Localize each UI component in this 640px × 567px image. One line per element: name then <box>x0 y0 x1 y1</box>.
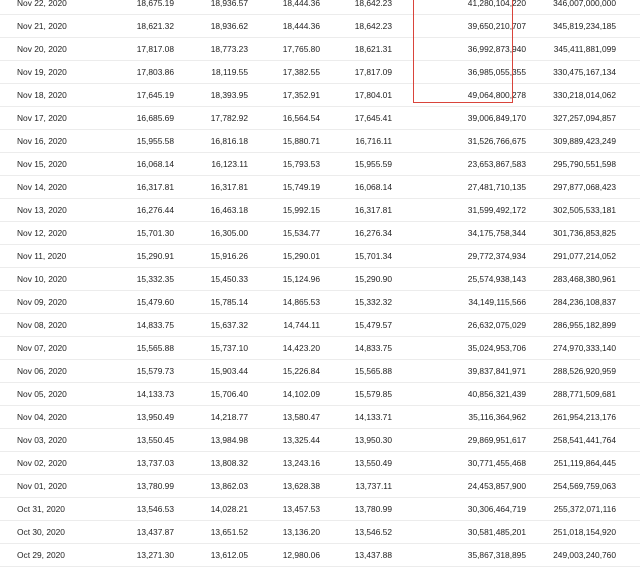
date-cell: Nov 11, 2020 <box>17 251 67 261</box>
table-row <box>0 475 640 498</box>
volume-cell: 31,599,492,172 <box>467 205 526 215</box>
market-cap-cell: 283,468,380,961 <box>553 274 616 284</box>
open-cell: 16,276.44 <box>136 205 174 215</box>
low-cell: 17,352.91 <box>282 90 320 100</box>
table-row <box>0 406 640 429</box>
volume-cell: 41,280,104,220 <box>467 0 526 8</box>
date-cell: Nov 12, 2020 <box>17 228 67 238</box>
market-cap-cell: 286,955,182,899 <box>553 320 616 330</box>
high-cell: 18,119.55 <box>211 67 248 77</box>
date-cell: Nov 19, 2020 <box>17 67 67 77</box>
open-cell: 15,565.88 <box>136 343 174 353</box>
date-cell: Nov 02, 2020 <box>17 458 67 468</box>
date-cell: Nov 05, 2020 <box>17 389 67 399</box>
close-cell: 15,565.88 <box>354 366 392 376</box>
close-cell: 13,737.11 <box>355 481 392 491</box>
open-cell: 15,579.73 <box>136 366 174 376</box>
low-cell: 14,865.53 <box>282 297 320 307</box>
volume-cell: 39,837,841,971 <box>467 366 526 376</box>
open-cell: 13,271.30 <box>136 550 174 560</box>
open-cell: 13,546.53 <box>136 504 174 514</box>
open-cell: 16,068.14 <box>136 159 174 169</box>
open-cell: 17,817.08 <box>136 44 174 54</box>
low-cell: 17,382.55 <box>282 67 320 77</box>
close-cell: 16,068.14 <box>354 182 392 192</box>
volume-cell: 30,581,485,201 <box>467 527 526 537</box>
table-row <box>0 38 640 61</box>
open-cell: 17,645.19 <box>136 90 174 100</box>
date-cell: Oct 31, 2020 <box>17 504 65 514</box>
close-cell: 18,642.23 <box>354 21 392 31</box>
low-cell: 14,102.09 <box>282 389 320 399</box>
market-cap-cell: 346,007,000,000 <box>553 0 616 8</box>
volume-cell: 29,772,374,934 <box>467 251 526 261</box>
close-cell: 15,579.85 <box>354 389 392 399</box>
close-cell: 16,716.11 <box>355 136 392 146</box>
table-row <box>0 61 640 84</box>
close-cell: 18,642.23 <box>354 0 392 8</box>
date-cell: Nov 14, 2020 <box>17 182 67 192</box>
table-row <box>0 337 640 360</box>
close-cell: 16,317.81 <box>354 205 392 215</box>
close-cell: 14,833.75 <box>354 343 392 353</box>
market-cap-cell: 345,411,881,099 <box>553 44 616 54</box>
low-cell: 13,325.44 <box>282 435 320 445</box>
date-cell: Nov 16, 2020 <box>17 136 67 146</box>
high-cell: 13,612.05 <box>210 550 248 560</box>
high-cell: 18,773.23 <box>210 44 248 54</box>
table-row <box>0 222 640 245</box>
market-cap-cell: 288,526,920,959 <box>553 366 616 376</box>
high-cell: 15,637.32 <box>210 320 248 330</box>
close-cell: 15,479.57 <box>354 320 392 330</box>
volume-cell: 26,632,075,029 <box>467 320 526 330</box>
high-cell: 15,706.40 <box>210 389 248 399</box>
market-cap-cell: 274,970,333,140 <box>553 343 616 353</box>
low-cell: 17,765.80 <box>282 44 320 54</box>
market-cap-cell: 254,569,759,063 <box>553 481 616 491</box>
high-cell: 14,028.21 <box>210 504 248 514</box>
close-cell: 17,817.09 <box>354 67 392 77</box>
date-cell: Nov 03, 2020 <box>17 435 67 445</box>
date-cell: Nov 22, 2020 <box>17 0 67 8</box>
low-cell: 14,423.20 <box>282 343 320 353</box>
close-cell: 13,437.88 <box>354 550 392 560</box>
volume-cell: 30,306,464,719 <box>467 504 526 514</box>
low-cell: 12,980.06 <box>282 550 320 560</box>
date-cell: Nov 17, 2020 <box>17 113 67 123</box>
high-cell: 18,393.95 <box>210 90 248 100</box>
high-cell: 18,936.62 <box>210 21 248 31</box>
low-cell: 15,749.19 <box>282 182 320 192</box>
low-cell: 13,457.53 <box>282 504 320 514</box>
table-row <box>0 199 640 222</box>
volume-cell: 29,869,951,617 <box>467 435 526 445</box>
date-cell: Nov 07, 2020 <box>17 343 67 353</box>
close-cell: 13,550.49 <box>354 458 392 468</box>
open-cell: 14,833.75 <box>136 320 174 330</box>
open-cell: 13,737.03 <box>136 458 174 468</box>
table-row <box>0 130 640 153</box>
close-cell: 13,950.30 <box>354 435 392 445</box>
market-cap-cell: 345,819,234,185 <box>553 21 616 31</box>
volume-cell: 25,574,938,143 <box>467 274 526 284</box>
volume-cell: 36,985,055,355 <box>467 67 526 77</box>
table-row <box>0 176 640 199</box>
open-cell: 13,550.45 <box>136 435 174 445</box>
volume-cell: 34,149,115,566 <box>468 297 526 307</box>
table-row <box>0 452 640 475</box>
close-cell: 17,645.41 <box>354 113 392 123</box>
table-row <box>0 314 640 337</box>
low-cell: 15,534.77 <box>282 228 320 238</box>
open-cell: 18,621.32 <box>136 21 174 31</box>
open-cell: 17,803.86 <box>136 67 174 77</box>
volume-cell: 40,856,321,439 <box>467 389 526 399</box>
low-cell: 13,580.47 <box>282 412 320 422</box>
table-row <box>0 268 640 291</box>
table-row <box>0 0 640 15</box>
low-cell: 15,793.53 <box>282 159 320 169</box>
high-cell: 16,123.11 <box>211 159 248 169</box>
market-cap-cell: 297,877,068,423 <box>553 182 616 192</box>
open-cell: 14,133.73 <box>136 389 174 399</box>
close-cell: 13,780.99 <box>354 504 392 514</box>
high-cell: 15,916.26 <box>210 251 248 261</box>
open-cell: 13,780.99 <box>136 481 174 491</box>
low-cell: 15,124.96 <box>282 274 320 284</box>
open-cell: 15,701.30 <box>136 228 174 238</box>
open-cell: 13,437.87 <box>136 527 174 537</box>
date-cell: Nov 13, 2020 <box>17 205 67 215</box>
open-cell: 13,950.49 <box>136 412 174 422</box>
low-cell: 18,444.36 <box>282 0 320 8</box>
market-cap-cell: 249,003,240,760 <box>553 550 616 560</box>
table-row <box>0 383 640 406</box>
volume-cell: 30,771,455,468 <box>467 458 526 468</box>
date-cell: Nov 18, 2020 <box>17 90 67 100</box>
volume-cell: 39,650,210,707 <box>467 21 526 31</box>
open-cell: 18,675.19 <box>136 0 174 8</box>
high-cell: 15,903.44 <box>210 366 248 376</box>
market-cap-cell: 261,954,213,176 <box>553 412 616 422</box>
high-cell: 15,450.33 <box>210 274 248 284</box>
date-cell: Nov 08, 2020 <box>17 320 67 330</box>
open-cell: 15,290.91 <box>136 251 174 261</box>
low-cell: 18,444.36 <box>282 21 320 31</box>
close-cell: 16,276.34 <box>354 228 392 238</box>
open-cell: 15,479.60 <box>136 297 174 307</box>
market-cap-cell: 251,018,154,920 <box>553 527 616 537</box>
high-cell: 14,218.77 <box>210 412 248 422</box>
date-cell: Oct 30, 2020 <box>17 527 65 537</box>
market-cap-cell: 295,790,551,598 <box>553 159 616 169</box>
close-cell: 15,955.59 <box>354 159 392 169</box>
table-row <box>0 291 640 314</box>
close-cell: 15,701.34 <box>354 251 392 261</box>
date-cell: Nov 04, 2020 <box>17 412 67 422</box>
date-cell: Nov 01, 2020 <box>17 481 67 491</box>
market-cap-cell: 309,889,423,249 <box>553 136 616 146</box>
high-cell: 13,862.03 <box>210 481 248 491</box>
market-cap-cell: 251,119,864,445 <box>553 458 616 468</box>
market-cap-cell: 330,475,167,134 <box>553 67 616 77</box>
table-row <box>0 107 640 130</box>
low-cell: 13,628.38 <box>282 481 320 491</box>
date-cell: Nov 15, 2020 <box>17 159 67 169</box>
volume-cell: 35,867,318,895 <box>467 550 526 560</box>
close-cell: 17,804.01 <box>354 90 392 100</box>
table-row <box>0 15 640 38</box>
date-cell: Nov 06, 2020 <box>17 366 67 376</box>
high-cell: 16,317.81 <box>210 182 248 192</box>
high-cell: 13,984.98 <box>210 435 248 445</box>
volume-cell: 23,653,867,583 <box>467 159 526 169</box>
close-cell: 18,621.31 <box>354 44 392 54</box>
close-cell: 15,332.32 <box>354 297 392 307</box>
open-cell: 16,685.69 <box>136 113 174 123</box>
high-cell: 16,816.18 <box>210 136 248 146</box>
table-row <box>0 153 640 176</box>
market-cap-cell: 288,771,509,681 <box>553 389 616 399</box>
close-cell: 15,290.90 <box>354 274 392 284</box>
table-row <box>0 84 640 107</box>
date-cell: Nov 10, 2020 <box>17 274 67 284</box>
high-cell: 17,782.92 <box>210 113 248 123</box>
date-cell: Nov 09, 2020 <box>17 297 67 307</box>
volume-cell: 39,006,849,170 <box>467 113 526 123</box>
market-cap-cell: 327,257,094,857 <box>553 113 616 123</box>
market-cap-cell: 284,236,108,837 <box>553 297 616 307</box>
volume-cell: 27,481,710,135 <box>467 182 526 192</box>
high-cell: 16,305.00 <box>210 228 248 238</box>
volume-cell: 49,064,800,278 <box>467 90 526 100</box>
open-cell: 15,955.58 <box>136 136 174 146</box>
date-cell: Nov 21, 2020 <box>17 21 67 31</box>
open-cell: 16,317.81 <box>136 182 174 192</box>
date-cell: Nov 20, 2020 <box>17 44 67 54</box>
market-cap-cell: 302,505,533,181 <box>553 205 616 215</box>
open-cell: 15,332.35 <box>136 274 174 284</box>
low-cell: 16,564.54 <box>282 113 320 123</box>
market-cap-cell: 255,372,071,116 <box>553 504 616 514</box>
high-cell: 13,651.52 <box>210 527 248 537</box>
table-row <box>0 245 640 268</box>
table-row <box>0 429 640 452</box>
volume-cell: 24,453,857,900 <box>467 481 526 491</box>
table-row <box>0 498 640 521</box>
volume-cell: 36,992,873,940 <box>467 44 526 54</box>
table-row <box>0 360 640 383</box>
low-cell: 14,744.11 <box>283 320 320 330</box>
volume-cell: 34,175,758,344 <box>467 228 526 238</box>
close-cell: 14,133.71 <box>354 412 392 422</box>
market-cap-cell: 258,541,441,764 <box>553 435 616 445</box>
low-cell: 15,290.01 <box>282 251 320 261</box>
high-cell: 13,808.32 <box>210 458 248 468</box>
table-row <box>0 521 640 544</box>
low-cell: 13,136.20 <box>282 527 320 537</box>
high-cell: 15,737.10 <box>210 343 248 353</box>
low-cell: 15,226.84 <box>282 366 320 376</box>
volume-cell: 31,526,766,675 <box>467 136 526 146</box>
close-cell: 13,546.52 <box>354 527 392 537</box>
volume-cell: 35,024,953,706 <box>467 343 526 353</box>
low-cell: 13,243.16 <box>282 458 320 468</box>
high-cell: 16,463.18 <box>210 205 248 215</box>
market-cap-cell: 301,736,853,825 <box>553 228 616 238</box>
high-cell: 15,785.14 <box>210 297 248 307</box>
table-row <box>0 544 640 567</box>
low-cell: 15,992.15 <box>282 205 320 215</box>
date-cell: Oct 29, 2020 <box>17 550 65 560</box>
high-cell: 18,936.57 <box>210 0 248 8</box>
market-cap-cell: 291,077,214,052 <box>553 251 616 261</box>
volume-cell: 35,116,364,962 <box>468 412 526 422</box>
low-cell: 15,880.71 <box>282 136 320 146</box>
market-cap-cell: 330,218,014,062 <box>553 90 616 100</box>
